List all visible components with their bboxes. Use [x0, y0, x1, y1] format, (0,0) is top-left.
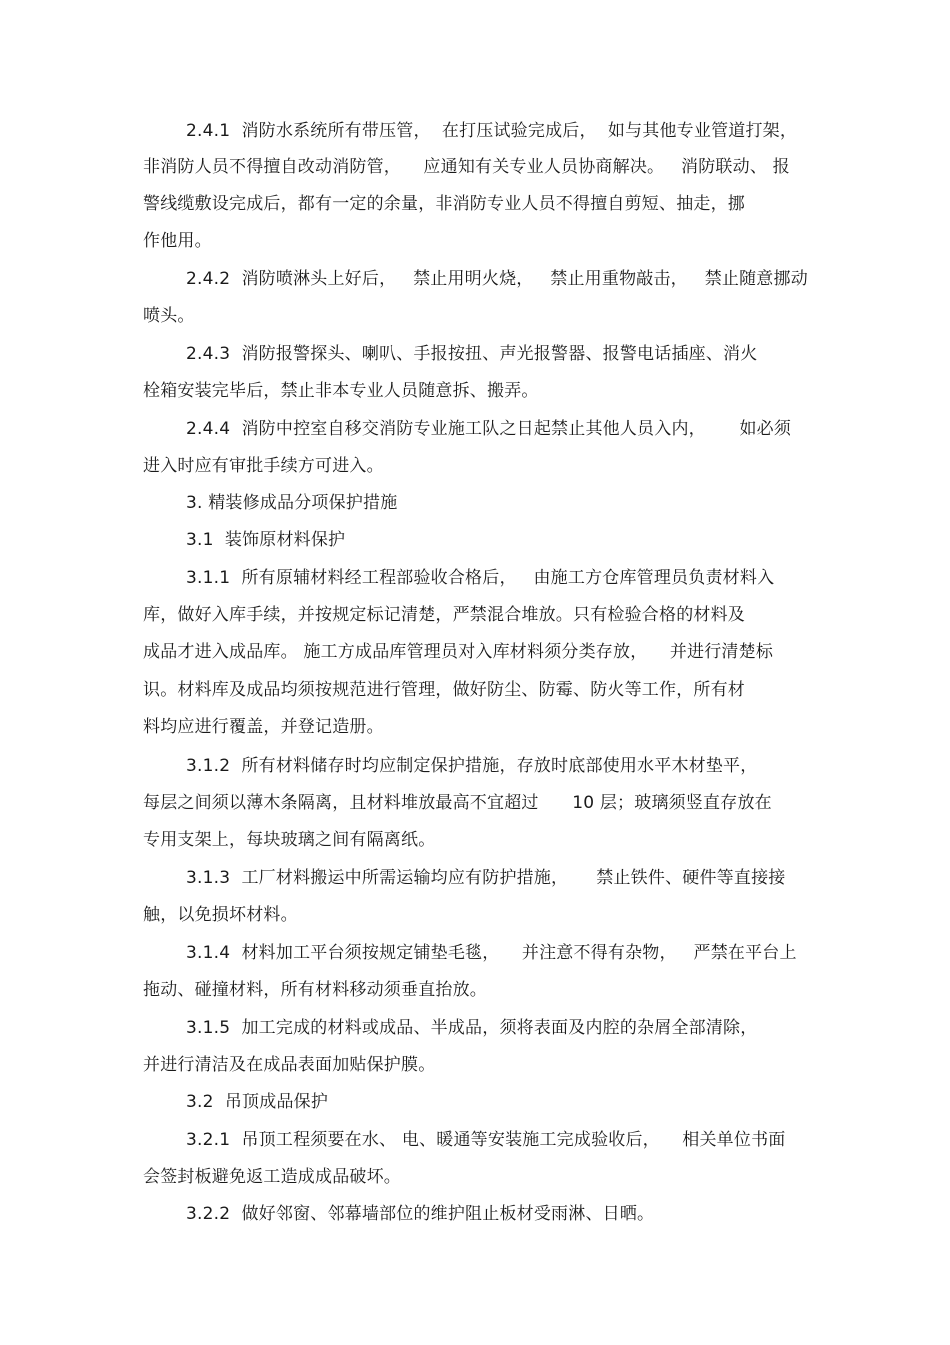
text-line: 每层之间须以薄木条隔离，且材料堆放最高不宜超过 10 层；玻璃须竖直存放在	[143, 793, 772, 813]
text-line: 栓箱安装完毕后，禁止非本专业人员随意拆、搬弄。	[143, 381, 539, 401]
text-line: 专用支架上，每块玻璃之间有隔离纸。	[143, 830, 436, 850]
subsection-heading: 3.1 装饰原材料保护	[186, 530, 346, 550]
section-heading: 3. 精装修成品分项保护措施	[186, 493, 398, 513]
text-line: 进入时应有审批手续方可进入。	[143, 456, 384, 476]
text-line: 会签封板避免返工造成成品破坏。	[143, 1167, 401, 1187]
text-line: 3.1.4 材料加工平台须按规定铺垫毛毯， 并注意不得有杂物， 严禁在平台上	[186, 943, 797, 963]
text-line: 2.4.1 消防水系统所有带压管， 在打压试验完成后， 如与其他专业管道打架，	[186, 121, 798, 141]
text-line: 成品才进入成品库。 施工方成品库管理员对入库材料须分类存放， 并进行清楚标	[143, 642, 774, 662]
text-line: 3.1.3 工厂材料搬运中所需运输均应有防护措施， 禁止铁件、硬件等直接接	[186, 868, 786, 888]
text-line: 3.2.1 吊顶工程须要在水、 电、暖通等安装施工完成验收后， 相关单位书面	[186, 1130, 786, 1150]
text-line: 识。材料库及成品均须按规范进行管理，做好防尘、防霉、防火等工作，所有材	[143, 680, 745, 700]
text-line: 拖动、碰撞材料，所有材料移动须垂直抬放。	[143, 980, 487, 1000]
subsection-heading: 3.2 吊顶成品保护	[186, 1092, 329, 1112]
text-line: 2.4.4 消防中控室自移交消防专业施工队之日起禁止其他人员入内， 如必须	[186, 419, 792, 439]
text-line: 2.4.2 消防喷淋头上好后， 禁止用明火烧， 禁止用重物敲击， 禁止随意挪动	[186, 269, 808, 289]
text-line: 料均应进行覆盖，并登记造册。	[143, 717, 384, 737]
text-line: 3.2.2 做好邻窗、邻幕墙部位的维护阻止板材受雨淋、日晒。	[186, 1204, 655, 1224]
text-line: 警线缆敷设完成后，都有一定的余量，非消防专业人员不得擅自剪短、抽走，挪	[143, 194, 745, 214]
text-line: 3.1.5 加工完成的材料或成品、半成品，须将表面及内腔的杂屑全部清除，	[186, 1018, 758, 1038]
text-line: 3.1.1 所有原辅材料经工程部验收合格后， 由施工方仓库管理员负责材料入	[186, 568, 775, 588]
text-line: 喷头。	[143, 306, 195, 326]
text-line: 触，以免损坏材料。	[143, 905, 298, 925]
text-line: 作他用。	[143, 231, 212, 251]
text-line: 3.1.2 所有材料储存时均应制定保护措施，存放时底部使用水平木材垫平，	[186, 756, 758, 776]
text-line: 并进行清洁及在成品表面加贴保护膜。	[143, 1055, 436, 1075]
text-line: 2.4.3 消防报警探头、喇叭、手报按扭、声光报警器、报警电话插座、消火	[186, 344, 758, 364]
text-line: 非消防人员不得擅自改动消防管， 应通知有关专业人员协商解决。 消防联动、 报	[143, 157, 790, 177]
text-line: 库，做好入库手续，并按规定标记清楚，严禁混合堆放。只有检验合格的材料及	[143, 605, 745, 625]
